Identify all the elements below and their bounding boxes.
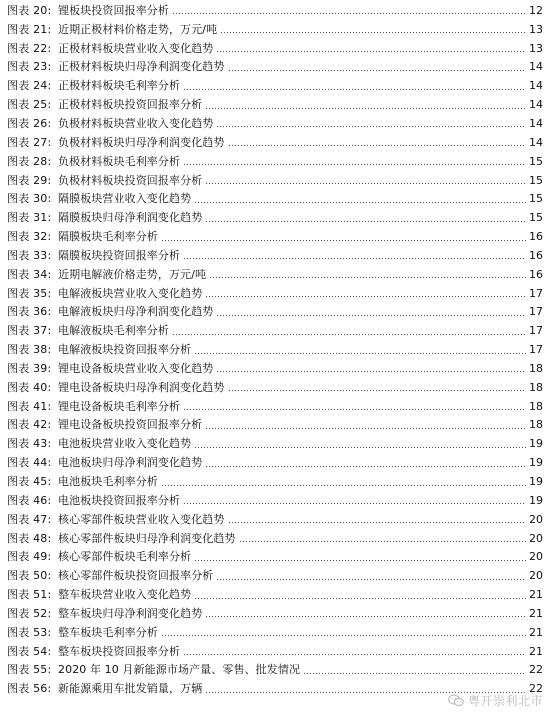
toc-entry-title: 整车板块投资回报率分析 — [58, 644, 181, 658]
toc-entry-page: 16 — [529, 230, 543, 244]
toc-entry-label: 图表 42: — [7, 418, 52, 432]
toc-entry-title: 正极材料板块营业收入变化趋势 — [58, 41, 214, 55]
toc-entry-title: 电解液板块毛利率分析 — [58, 324, 169, 338]
toc-entry-page: 18 — [529, 380, 543, 394]
toc-entry-page: 22 — [529, 663, 543, 677]
toc-entry-label: 图表 52: — [7, 606, 52, 620]
toc-entry-label: 图表 30: — [7, 192, 52, 206]
toc-entry-page: 20 — [529, 512, 543, 526]
toc-entry-title: 电池板块投资回报率分析 — [58, 493, 181, 507]
toc-entry[interactable] — [7, 321, 543, 340]
toc-entry-title: 负极材料板块营业收入变化趋势 — [58, 116, 214, 130]
toc-entry-page: 16 — [529, 267, 543, 281]
toc-entry-title: 核心零部件板块投资回报率分析 — [58, 569, 214, 583]
toc-entry-label: 图表 32: — [7, 230, 52, 244]
toc-dot-leader — [194, 439, 526, 449]
toc-entry[interactable] — [7, 623, 543, 642]
toc-dot-leader — [205, 458, 526, 468]
toc-dot-leader — [194, 590, 526, 600]
toc-dot-leader — [183, 401, 526, 411]
toc-dot-leader — [209, 269, 526, 279]
toc-entry-title: 核心零部件板块毛利率分析 — [58, 550, 192, 564]
toc-entry-label: 图表 40: — [7, 380, 52, 394]
toc-entry-page: 20 — [529, 531, 543, 545]
toc-dot-leader — [205, 213, 526, 223]
toc-entry[interactable] — [7, 491, 543, 510]
toc-entry-label: 图表 56: — [7, 682, 52, 696]
toc-entry[interactable] — [7, 114, 543, 133]
toc-entry-title: 整车板块营业收入变化趋势 — [58, 588, 192, 602]
toc-dot-leader — [205, 608, 526, 618]
toc-dot-leader — [183, 250, 526, 260]
toc-dot-leader — [216, 571, 526, 581]
toc-entry-label: 图表 54: — [7, 644, 52, 658]
toc-entry[interactable] — [7, 529, 543, 548]
toc-entry[interactable] — [7, 472, 543, 491]
toc-dot-leader — [161, 232, 526, 242]
toc-entry[interactable] — [7, 39, 543, 58]
toc-entry-title: 锂电设备板块投资回报率分析 — [58, 418, 203, 432]
toc-entry-label: 图表 27: — [7, 135, 52, 149]
toc-dot-leader — [194, 345, 526, 355]
toc-entry-page: 19 — [529, 475, 543, 489]
toc-entry-label: 图表 49: — [7, 550, 52, 564]
toc-entry-label: 图表 51: — [7, 588, 52, 602]
toc-dot-leader — [183, 156, 526, 166]
toc-entry[interactable] — [7, 604, 543, 623]
toc-entry[interactable] — [7, 1, 543, 20]
toc-entry[interactable] — [7, 416, 543, 435]
toc-entry-page: 18 — [529, 361, 543, 375]
toc-entry-title: 近期电解液价格走势，万元/吨 — [58, 267, 207, 281]
toc-entry-label: 图表 45: — [7, 475, 52, 489]
toc-entry-title: 正极材料板块毛利率分析 — [58, 79, 181, 93]
toc-entry[interactable] — [7, 76, 543, 95]
toc-dot-leader — [205, 100, 526, 110]
toc-dot-leader — [228, 62, 527, 72]
toc-entry-label: 图表 41: — [7, 399, 52, 413]
toc-entry-label: 图表 21: — [7, 22, 52, 36]
toc-entry-title: 负极材料板块归母净利润变化趋势 — [58, 135, 225, 149]
toc-dot-leader — [239, 533, 526, 543]
toc-entry-title: 2020 年 10 月新能源市场产量、零售、批发情况 — [58, 663, 301, 677]
toc-entry-title: 新能源乘用车批发销量，万辆 — [58, 682, 203, 696]
toc-dot-leader — [216, 307, 526, 317]
toc-entry-page: 22 — [529, 682, 543, 696]
toc-entry-page: 16 — [529, 248, 543, 262]
toc-entry-page: 15 — [529, 211, 543, 225]
toc-entry-label: 图表 37: — [7, 324, 52, 338]
toc-entry-title: 隔膜板块归母净利润变化趋势 — [58, 211, 203, 225]
toc-entry[interactable] — [7, 171, 543, 190]
toc-dot-leader — [216, 363, 526, 373]
toc-entry[interactable] — [7, 284, 543, 303]
toc-dot-leader — [205, 684, 526, 694]
toc-dot-leader — [183, 81, 526, 91]
toc-entry[interactable] — [7, 227, 543, 246]
toc-entry-label: 图表 39: — [7, 361, 52, 375]
toc-entry-title: 隔膜板块营业收入变化趋势 — [58, 192, 192, 206]
toc-entry[interactable] — [7, 303, 543, 322]
toc-dot-leader — [216, 43, 526, 53]
toc-entry-label: 图表 33: — [7, 248, 52, 262]
toc-entry-title: 负极材料板块毛利率分析 — [58, 154, 181, 168]
toc-entry-page: 20 — [529, 550, 543, 564]
toc-entry-title: 近期正极材料价格走势，万元/吨 — [58, 22, 218, 36]
toc-dot-leader — [216, 118, 526, 128]
toc-entry-label: 图表 55: — [7, 663, 52, 677]
toc-dot-leader — [228, 137, 527, 147]
toc-entry-title: 锂电设备板块归母净利润变化趋势 — [58, 380, 225, 394]
toc-entry-page: 21 — [529, 606, 543, 620]
toc-entry-label: 图表 28: — [7, 154, 52, 168]
toc-entry-label: 图表 38: — [7, 343, 52, 357]
toc-entry-title: 隔膜板块毛利率分析 — [58, 230, 158, 244]
toc-entry-label: 图表 47: — [7, 512, 52, 526]
toc-entry-title: 电池板块归母净利润变化趋势 — [58, 456, 203, 470]
toc-entry-title: 整车板块归母净利润变化趋势 — [58, 606, 203, 620]
toc-entry-title: 隔膜板块投资回报率分析 — [58, 248, 181, 262]
toc-entry-page: 21 — [529, 625, 543, 639]
toc-dot-leader — [228, 382, 527, 392]
toc-entry-page: 14 — [529, 60, 543, 74]
toc-entry-page: 17 — [529, 324, 543, 338]
toc-entry[interactable] — [7, 359, 543, 378]
toc-entry-title: 电解液板块营业收入变化趋势 — [58, 286, 203, 300]
toc-entry-page: 18 — [529, 399, 543, 413]
toc-entry-title: 锂电设备板块营业收入变化趋势 — [58, 361, 214, 375]
toc-entry[interactable] — [7, 566, 543, 585]
toc-dot-leader — [183, 495, 526, 505]
toc-entry-page: 13 — [529, 41, 543, 55]
toc-entry-page: 17 — [529, 286, 543, 300]
toc-dot-leader — [205, 288, 526, 298]
toc-dot-leader — [161, 627, 526, 637]
toc-entry[interactable] — [7, 453, 543, 472]
toc-entry-page: 21 — [529, 588, 543, 602]
toc-entry[interactable] — [7, 679, 543, 698]
toc-entry[interactable] — [7, 265, 543, 284]
toc-entry[interactable] — [7, 20, 543, 39]
toc-entry-page: 19 — [529, 493, 543, 507]
toc-entry-label: 图表 50: — [7, 569, 52, 583]
toc-entry-page: 14 — [529, 135, 543, 149]
toc-entry-label: 图表 43: — [7, 437, 52, 451]
toc-entry[interactable] — [7, 58, 543, 77]
toc-dot-leader — [205, 420, 526, 430]
toc-entry-title: 电解液板块归母净利润变化趋势 — [58, 305, 214, 319]
toc-entry-label: 图表 24: — [7, 79, 52, 93]
toc-entry-title: 负极材料板块投资回报率分析 — [58, 173, 203, 187]
toc-entry-page: 19 — [529, 437, 543, 451]
watermark-text: 粤开崇利北市 — [467, 694, 543, 708]
toc-entry-title: 电池板块营业收入变化趋势 — [58, 437, 192, 451]
toc-entry-page: 18 — [529, 418, 543, 432]
toc-entry-title: 锂板块投资回报率分析 — [58, 3, 169, 17]
toc-entry[interactable] — [7, 378, 543, 397]
toc-entry-page: 13 — [529, 22, 543, 36]
toc-entry-page: 14 — [529, 98, 543, 112]
figure-table-of-contents — [7, 1, 543, 698]
toc-dot-leader — [183, 646, 526, 656]
toc-entry-label: 图表 35: — [7, 286, 52, 300]
toc-entry[interactable] — [7, 246, 543, 265]
toc-entry-label: 图表 23: — [7, 60, 52, 74]
toc-entry-title: 锂电设备板块毛利率分析 — [58, 399, 181, 413]
toc-dot-leader — [194, 552, 526, 562]
toc-entry[interactable] — [7, 397, 543, 416]
toc-dot-leader — [220, 24, 526, 34]
toc-entry-label: 图表 44: — [7, 456, 52, 470]
toc-dot-leader — [194, 194, 526, 204]
toc-entry-page: 12 — [529, 3, 543, 17]
toc-entry-page: 20 — [529, 569, 543, 583]
toc-entry[interactable] — [7, 208, 543, 227]
toc-entry-page: 19 — [529, 456, 543, 470]
toc-entry-label: 图表 29: — [7, 173, 52, 187]
toc-entry[interactable] — [7, 340, 543, 359]
toc-entry-title: 电池板块毛利率分析 — [58, 475, 158, 489]
toc-entry[interactable] — [7, 585, 543, 604]
toc-entry[interactable] — [7, 189, 543, 208]
toc-entry[interactable] — [7, 547, 543, 566]
toc-entry-label: 图表 46: — [7, 493, 52, 507]
toc-entry-page: 14 — [529, 79, 543, 93]
toc-entry-title: 核心零部件板块归母净利润变化趋势 — [58, 531, 236, 545]
toc-entry-page: 15 — [529, 154, 543, 168]
toc-entry[interactable] — [7, 434, 543, 453]
toc-dot-leader — [303, 665, 526, 675]
toc-entry[interactable] — [7, 95, 543, 114]
toc-entry-label: 图表 26: — [7, 116, 52, 130]
toc-entry-label: 图表 31: — [7, 211, 52, 225]
toc-entry-title: 整车板块毛利率分析 — [58, 625, 158, 639]
toc-entry-title: 电解液板块投资回报率分析 — [58, 343, 192, 357]
toc-entry-label: 图表 20: — [7, 3, 52, 17]
toc-entry-page: 15 — [529, 173, 543, 187]
toc-dot-leader — [228, 514, 527, 524]
toc-entry[interactable] — [7, 133, 543, 152]
toc-entry-title: 正极材料板块投资回报率分析 — [58, 98, 203, 112]
toc-entry-label: 图表 53: — [7, 625, 52, 639]
toc-dot-leader — [172, 326, 526, 336]
toc-dot-leader — [172, 5, 526, 15]
toc-entry-page: 21 — [529, 644, 543, 658]
toc-entry-page: 17 — [529, 343, 543, 357]
toc-entry-label: 图表 36: — [7, 305, 52, 319]
toc-entry[interactable] — [7, 642, 543, 661]
toc-list — [7, 1, 543, 698]
toc-entry-label: 图表 25: — [7, 98, 52, 112]
toc-entry-page: 17 — [529, 305, 543, 319]
toc-entry[interactable] — [7, 661, 543, 680]
toc-entry-label: 图表 22: — [7, 41, 52, 55]
toc-entry-title: 正极材料板块归母净利润变化趋势 — [58, 60, 225, 74]
toc-entry-label: 图表 34: — [7, 267, 52, 281]
toc-entry[interactable] — [7, 152, 543, 171]
toc-entry-page: 15 — [529, 192, 543, 206]
toc-entry[interactable] — [7, 510, 543, 529]
toc-entry-title: 核心零部件板块营业收入变化趋势 — [58, 512, 225, 526]
toc-dot-leader — [161, 477, 526, 487]
toc-entry-label: 图表 48: — [7, 531, 52, 545]
toc-dot-leader — [205, 175, 526, 185]
toc-entry-page: 14 — [529, 116, 543, 130]
